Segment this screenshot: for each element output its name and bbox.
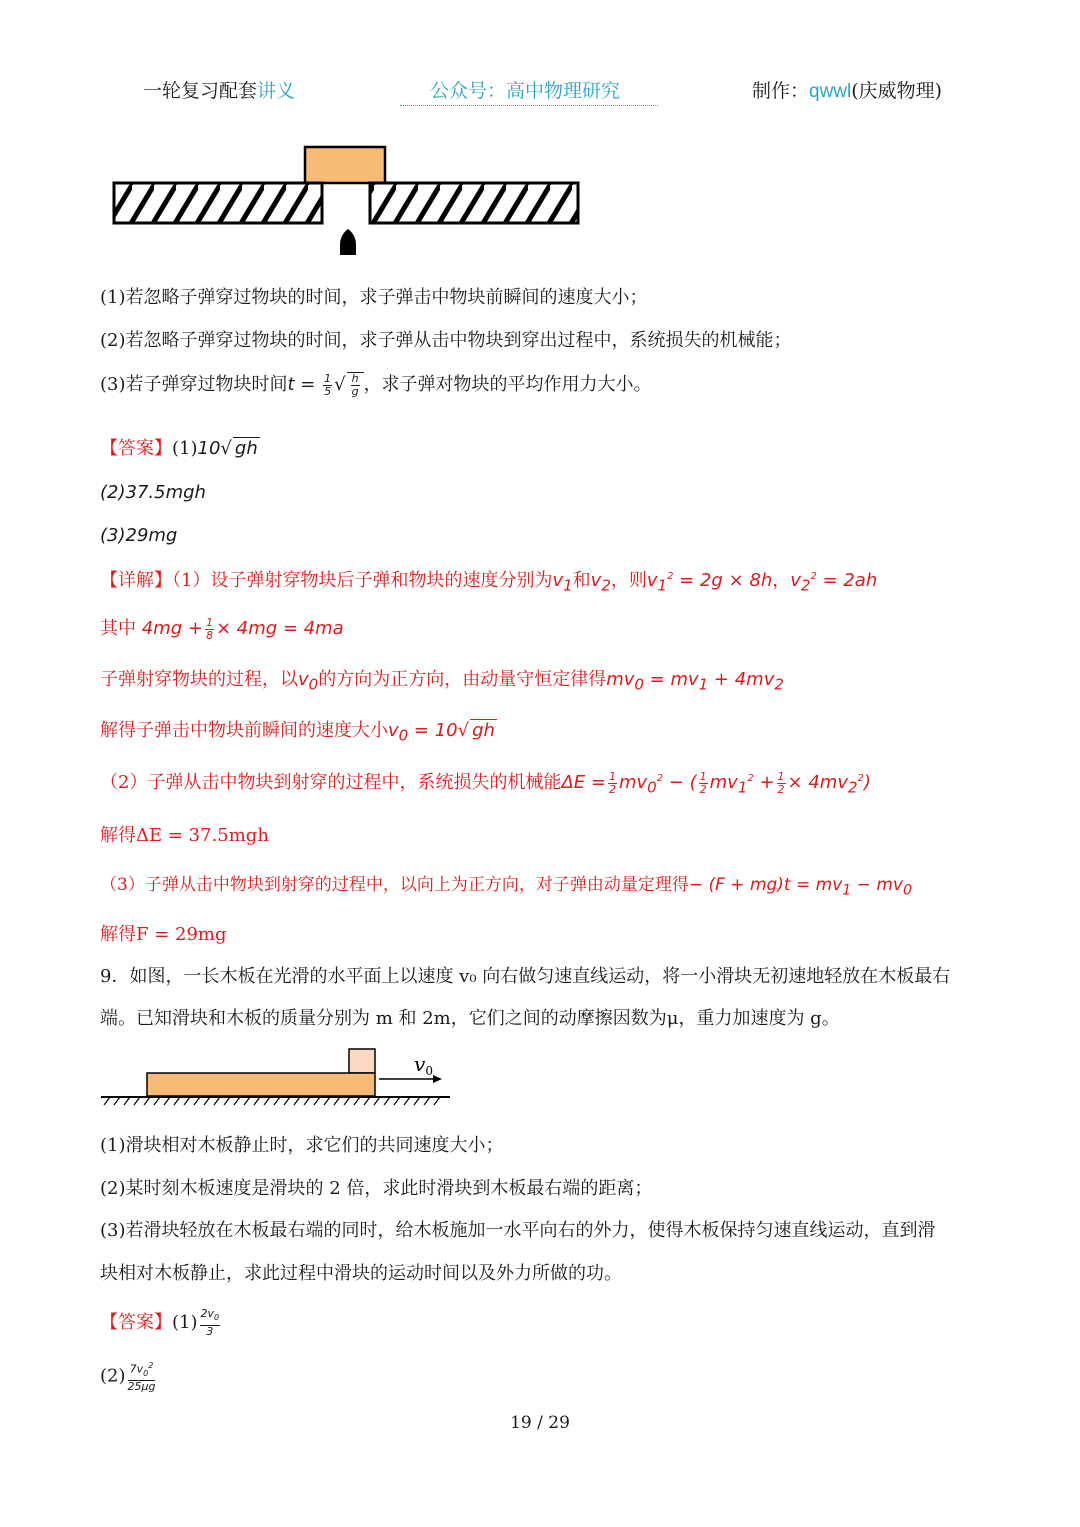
detail-line-2: 其中 4mg + $\frac{1}{8}$ × 4mg = 4ma [100, 615, 344, 642]
detail-line-6: 解得ΔE = 37.5mgh [100, 825, 269, 846]
detail-1-mid: 和 [572, 570, 591, 591]
detail-line-4: 解得子弹击中物块前瞬间的速度大小$v_0 = 10√$ gh [100, 720, 495, 745]
p9-question-1: (1)滑块相对木板静止时，求它们的共同速度大小； [100, 1135, 504, 1156]
p8-question-1: (1)若忽略子弹穿过物块的时间，求子弹击中物块前瞬间的速度大小； [100, 287, 648, 308]
page-number: 19 / 29 [510, 1413, 570, 1433]
header-center: 公众号：高中物理研究 [400, 76, 658, 106]
page-header [0, 76, 1080, 106]
header-right-accent: qwwl [809, 81, 852, 102]
block-slab-figure [110, 145, 585, 260]
detail-1-then: ，则 [610, 570, 647, 591]
detail-4-pre: 解得子弹击中物块前瞬间的速度大小 [100, 720, 388, 741]
p8-answer-2: (2)37.5mgh [100, 482, 206, 503]
p9-answer-tag: 【答案】 [100, 1312, 172, 1333]
detail-line-1: 【详解】（1）设子弹射穿物块后子弹和物块的速度分别为$v_1$和$v_2$，则$v_1^2 = 2g \times 8h$，$v_2^2 = 2ah$ [100, 570, 878, 595]
p9-stem-1: 9．如图，一长木板在光滑的水平面上以速度 v₀ 向右做匀速直线运动，将一小滑块无初速地轻放在木板最右 [100, 966, 951, 987]
detail-3-pre: 子弹射穿物块的过程，以 [100, 669, 298, 690]
header-right [752, 76, 942, 103]
p8-q3-pre: (3)若子弹穿过物块时间 [100, 374, 288, 395]
detail-7-pre: （3）子弹从击中物块到射穿的过程中，以向上为正方向，对子弹由动量定理得 [100, 875, 689, 895]
slider-board-figure [98, 1045, 453, 1107]
bullet-icon [340, 229, 356, 255]
detail-tag: 【详解】 [100, 570, 172, 591]
detail-line-3: 子弹射穿物块的过程，以$v_0$的方向为正方向，由动量守恒定律得$mv_0 = mv_1 + 4mv_2$ [100, 669, 784, 694]
header-left-accent: 讲义 [257, 80, 296, 102]
p8-question-2: (2)若忽略子弹穿过物块的时间，求子弹从击中物块到穿出过程中，系统损失的机械能； [100, 330, 792, 351]
detail-2-pre: 其中 [100, 618, 136, 639]
orange-block [305, 147, 385, 183]
header-left-prefix: 一轮复习配套 [143, 80, 258, 102]
p8-answer-3: (3)29mg [100, 525, 178, 546]
header-right-suffix: (庆威物理) [851, 80, 943, 102]
p9-answer-2: (2) $\frac{7v_0^2}{25\mu g}$ [100, 1361, 156, 1393]
p8-answer-1: 【答案】(1)10√ gh [100, 438, 258, 459]
p9-stem-2: 端。已知滑块和木板的质量分别为 m 和 2m，它们之间的动摩擦因数为μ，重力加速度为 g。 [100, 1008, 840, 1029]
p9-ans2-label: (2) [100, 1365, 126, 1387]
answer-tag: 【答案】 [100, 438, 172, 459]
small-slider [349, 1049, 375, 1073]
long-board [147, 1073, 375, 1096]
v0-label: $v_0$ [414, 1052, 433, 1078]
detail-5-pre: （2）子弹从击中物块到射穿的过程中，系统损失的机械能 [100, 772, 562, 793]
p8-question-3: (3)若子弹穿过物块时间t = $\frac{1}{5}$ √ $\frac{h}{g}$ ，求子弹对物块的平均作用力大小。 [100, 371, 652, 398]
header-right-prefix: 制作： [752, 80, 810, 102]
p9-answer-1: 【答案】(1) $\frac{2v_0}{3}$ [100, 1307, 220, 1338]
p9-question-3a: (3)若滑块轻放在木板最右端的同时，给木板施加一水平向右的外力，使得木板保持匀速直线运动，直到滑 [100, 1220, 936, 1241]
detail-line-8: 解得F = 29mg [100, 924, 227, 945]
slab-left [114, 183, 322, 223]
header-left [143, 76, 295, 103]
detail-line-5: （2）子弹从击中物块到射穿的过程中，系统损失的机械能ΔE = $\frac{1}{2}$ $mv_0^2$ − ( $\frac{1}{2}$ $mv_1^2$ + $\frac{1}{2}$ × $4mv_2^2$) [100, 769, 871, 797]
detail-line-7: （3）子弹从击中物块到射穿的过程中，以向上为正方向，对子弹由动量定理得− $(F + mg)t = mv_1 - mv_0$ [100, 875, 912, 899]
slab-right [370, 183, 578, 223]
detail-3-mid: 的方向为正方向，由动量守恒定律得 [318, 669, 607, 690]
p8-q3-post: ，求子弹对物块的平均作用力大小。 [363, 374, 652, 395]
p9-question-3b: 块相对木板静止，求此过程中滑块的运动时间以及外力所做的功。 [100, 1263, 622, 1284]
detail-1-pre: （1）设子弹射穿物块后子弹和物块的速度分别为 [172, 570, 553, 591]
p9-question-2: (2)某时刻木板速度是滑块的 2 倍，求此时滑块到木板最右端的距离； [100, 1178, 653, 1199]
ans1-label: (1) [172, 438, 198, 459]
p9-ans1-label: (1) [172, 1312, 198, 1333]
ground-hatch [104, 1097, 440, 1105]
